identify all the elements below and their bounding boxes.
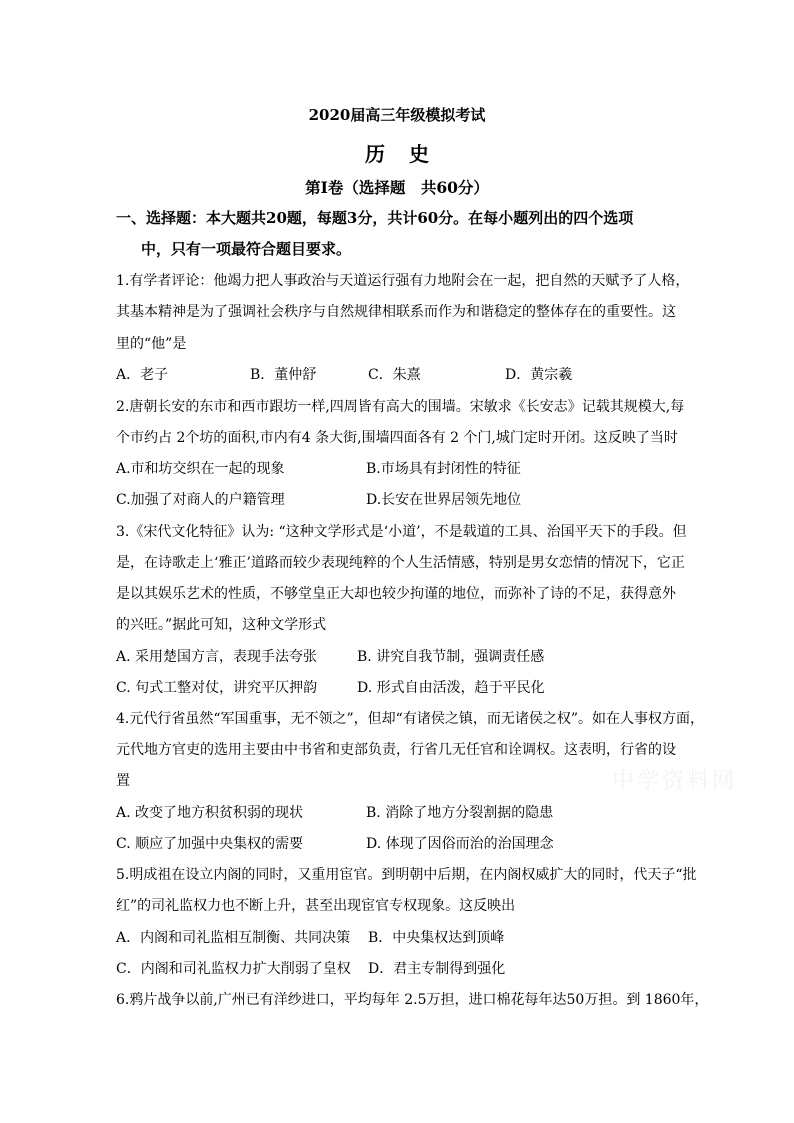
question-1-option-a[interactable]: A．老子: [116, 367, 169, 383]
question-1-line: 其基本精神是为了强调社会秩序与自然规律相联系而作为和谐稳定的整体存在的重要性。这: [116, 304, 676, 320]
question-1-option-d[interactable]: D．黄宗羲: [505, 367, 573, 383]
question-2-option-a[interactable]: A.市和坊交织在一起的现象: [116, 461, 285, 477]
subject-title: 历史: [365, 142, 453, 166]
question-3-line: 是以其娱乐艺术的性质，不够堂皇正大却也较少拘谨的地位，而弥补了诗的不足，获得意外: [116, 586, 676, 602]
question-2-line: 2.唐朝长安的东市和西市跟坊一样,四周皆有高大的围墙。宋敏求《长安志》记载其规模大,每: [116, 399, 685, 415]
question-5-line: 5.明成祖在设立内阁的同时，又重用宦官。到明朝中后期，在内阁权威扩大的同时，代天子“批: [116, 867, 697, 883]
question-5-option-c[interactable]: C．内阁和司礼监权力扩大削弱了皇权: [116, 961, 351, 977]
question-4-line: 置: [116, 773, 130, 789]
question-4-option-a[interactable]: A. 改变了地方积贫积弱的现状: [116, 805, 304, 821]
question-3-option-d[interactable]: D. 形式自由活泼，趋于平民化: [357, 680, 545, 696]
question-4-option-d[interactable]: D. 体现了因俗而治的治国理念: [366, 836, 554, 852]
question-1-option-b[interactable]: B．董仲舒: [250, 367, 317, 383]
question-3-line: 3.《宋代文化特征》认为: “这种文学形式是‘小道’，不是载道的工具、治国平天下的手段。但: [116, 524, 687, 540]
question-5-option-b[interactable]: B．中央集权达到顶峰: [368, 930, 505, 946]
question-1-option-c[interactable]: C．朱熹: [368, 367, 421, 383]
question-1-line: 1.有学者评论：他竭力把人事政治与天道运行强有力地附会在一起，把自然的天赋予了人格，: [116, 273, 690, 289]
question-4-option-b[interactable]: B. 消除了地方分裂割据的隐患: [366, 805, 554, 821]
question-2-option-c[interactable]: C.加强了对商人的户籍管理: [116, 492, 285, 508]
section-instruction-line-2: 中，只有一项最符合题目要求。: [141, 240, 352, 258]
question-4-option-c[interactable]: C. 顺应了加强中央集权的需要: [116, 836, 304, 852]
question-3-option-b[interactable]: B. 讲究自我节制，强调责任感: [357, 649, 545, 665]
question-2-option-d[interactable]: D.长安在世界居领先地位: [366, 492, 522, 508]
question-4-line: 元代地方官吏的选用主要由中书省和吏部负责，行省几无任官和诠调权。这表明，行省的设: [116, 742, 676, 758]
question-3-line: 的兴旺。”据此可知，这种文学形式: [116, 617, 327, 633]
question-2-line: 个市约占 2个坊的面积,市内有4 条大街,围墙四面各有 2 个门,城门定时开闭。这反映了当时: [116, 430, 678, 446]
question-5-option-d[interactable]: D．君主专制得到强化: [368, 961, 506, 977]
question-3-option-a[interactable]: A. 采用楚国方言，表现手法夸张: [116, 649, 318, 665]
question-4-line: 4.元代行省虽然“军国重事，无不领之”，但却“有诸侯之镇，而无诸侯之权”。如在人事权方面，: [116, 711, 704, 727]
exam-title: 2020届高三年级模拟考试: [308, 106, 486, 124]
question-6-line: 6.鸦片战争以前,广州已有洋纱进口，平均每年 2.5万担，进口棉花每年达50万担。到 1860年，: [116, 992, 709, 1008]
question-5-line: 红”的司礼监权力也不断上升，甚至出现宦官专权现象。这反映出: [116, 898, 516, 914]
watermark: 中学资料网: [612, 769, 738, 794]
section-instruction-line-1: 一、选择题：本大题共20题，每题3分，共计60分。在每小题列出的四个选项: [116, 209, 634, 227]
question-3-line: 是，在诗歌走上‘雅正’道路而较少表现纯粹的个人生活情感，特别是男女恋情的情况下，它正: [116, 555, 685, 571]
question-1-line: 里的“他”是: [116, 336, 187, 352]
question-5-option-a[interactable]: A．内阁和司礼监相互制衡、共同决策: [116, 930, 351, 946]
part-title: 第Ⅰ卷（选择题 共60分）: [305, 178, 489, 197]
question-2-option-b[interactable]: B.市场具有封闭性的特征: [366, 461, 521, 477]
question-3-option-c[interactable]: C. 句式工整对仗，讲究平仄押韵: [116, 680, 318, 696]
